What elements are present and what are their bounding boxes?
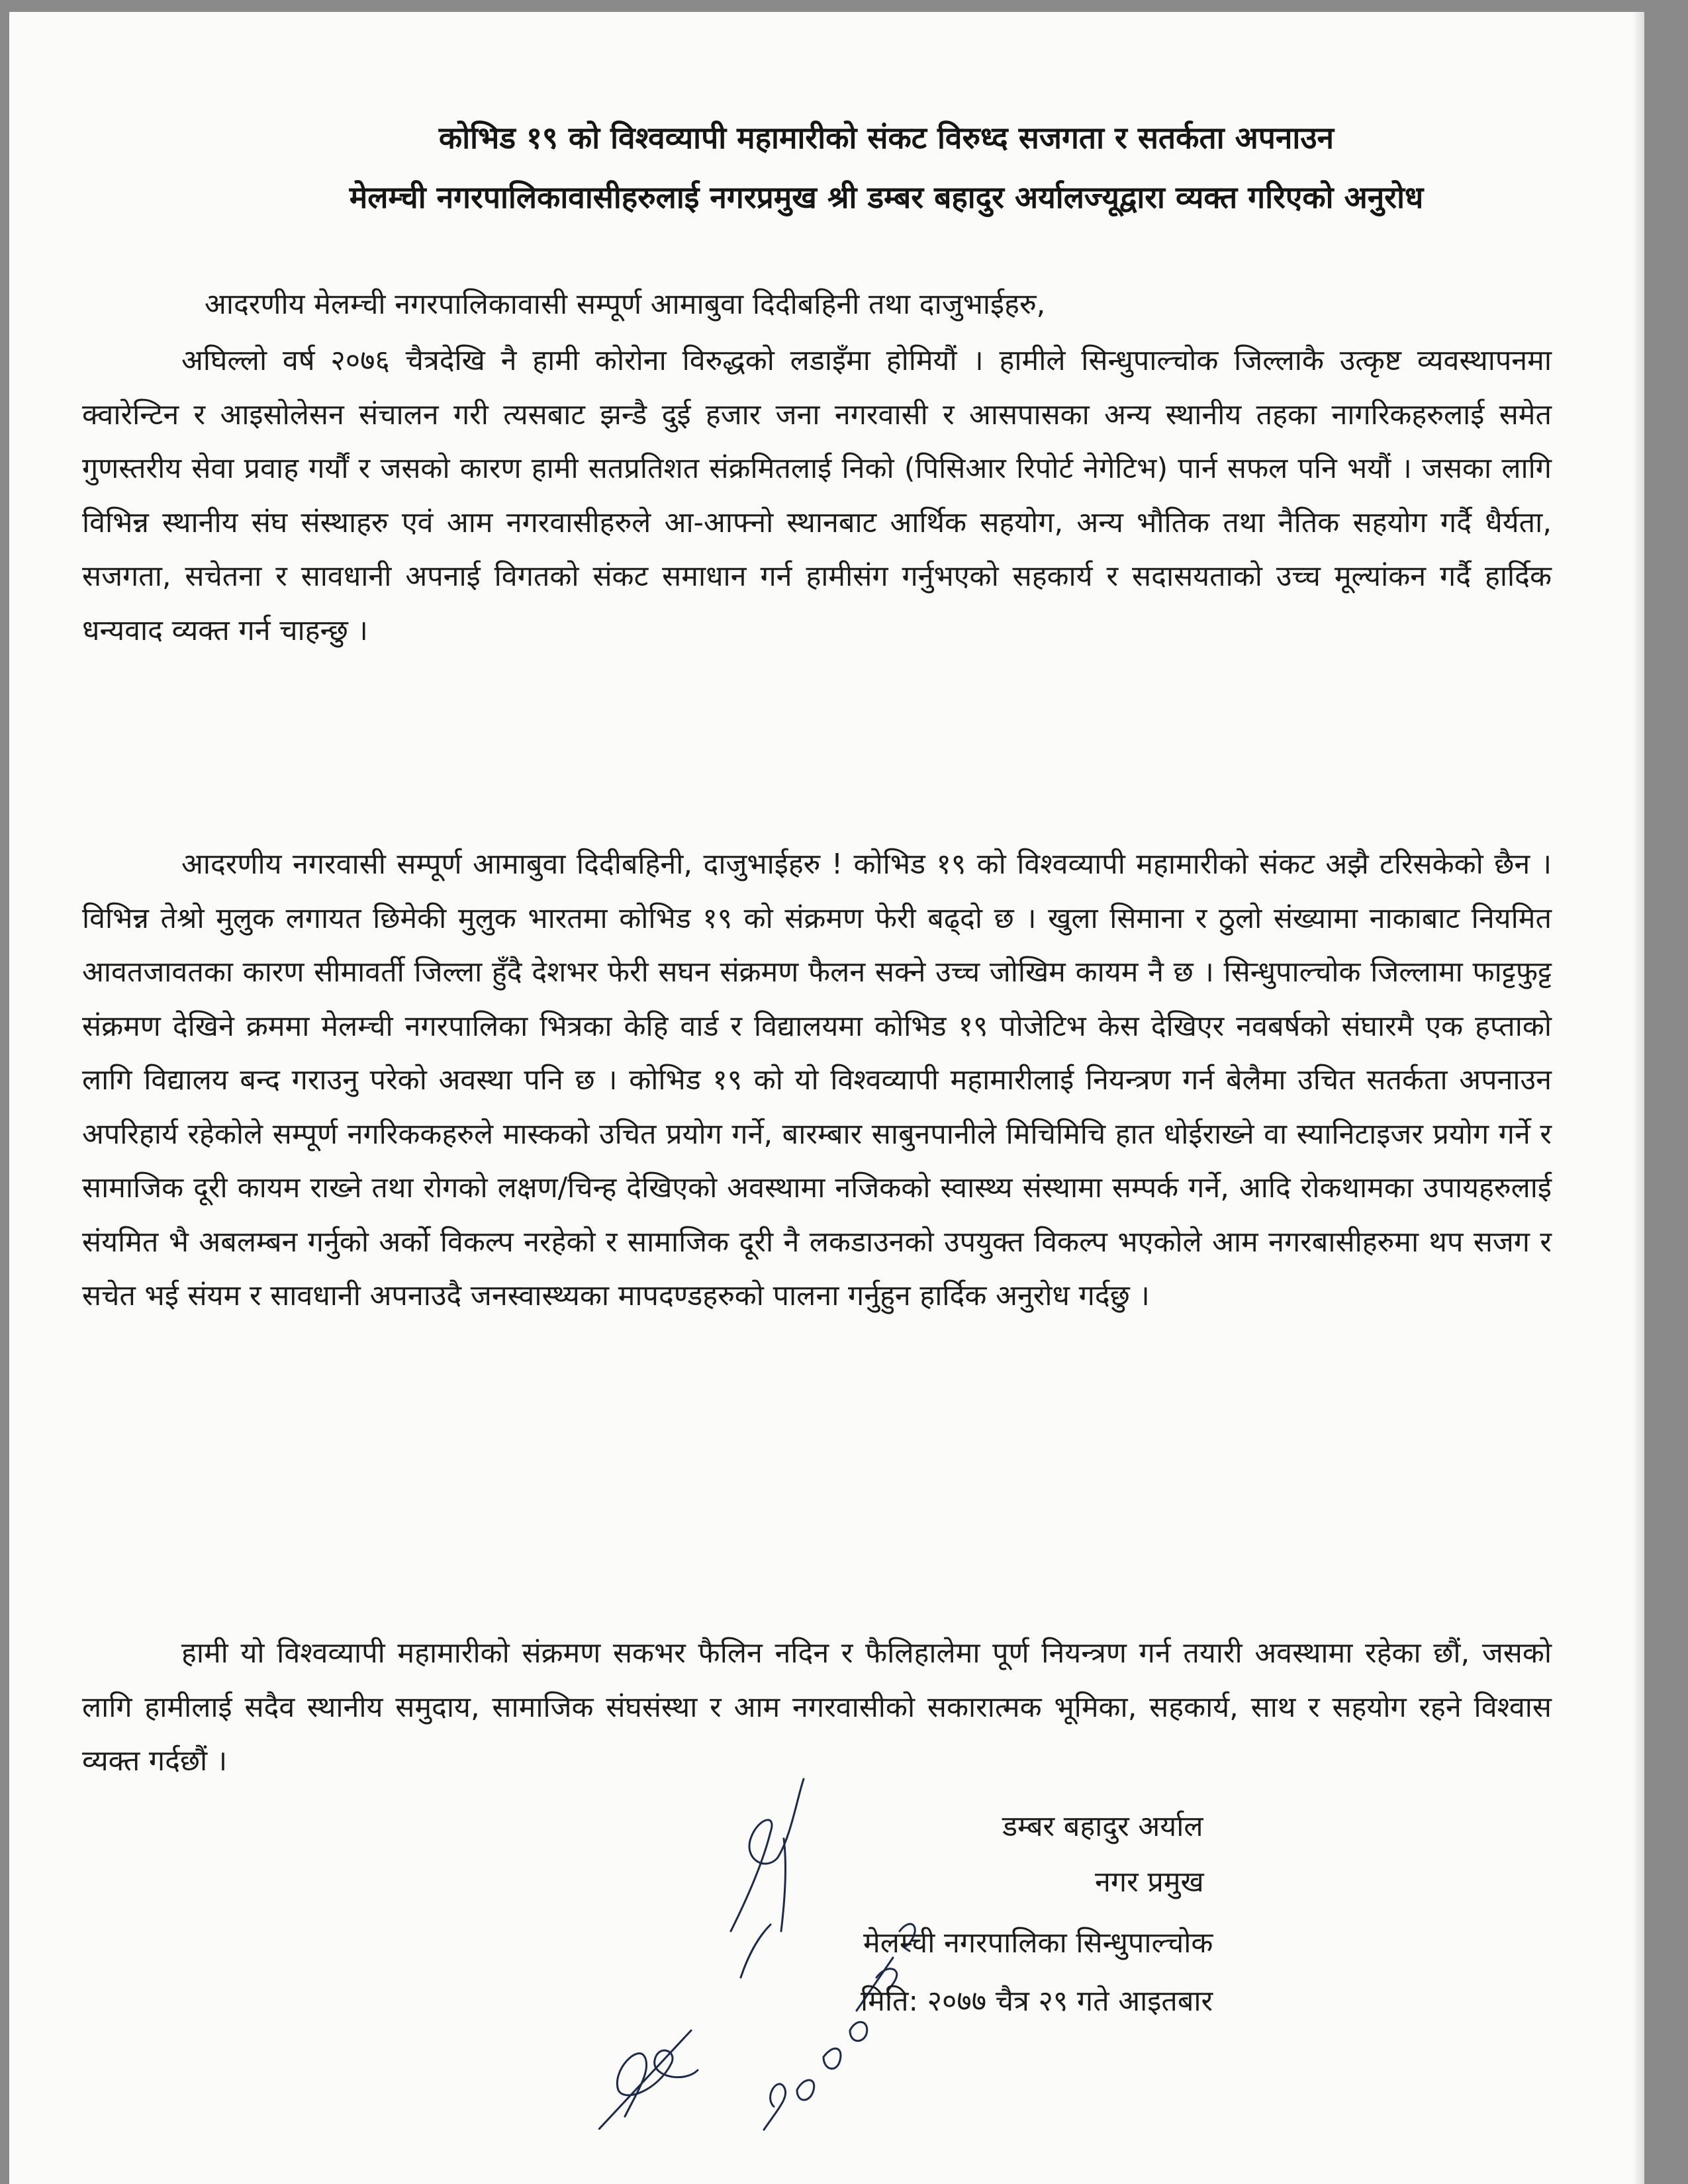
- salutation: आदरणीय मेलम्ची नगरपालिकावासी सम्पूर्ण आमाबुवा दिदीबहिनी तथा दाजुभाईहरु,: [205, 288, 1046, 321]
- document-page: [9, 12, 1644, 2184]
- paragraph-1: अघिल्लो वर्ष २०७६ चैत्रदेखि नै हामी कोरोना विरुद्धको लडाइँमा होमियौं । हामीले सिन्धुपाल्चोक जिल्लाकै उत्कृष्ट व्यवस्थापनमा क्वारेन्टिन र आइसोलेसन संचालन गरी त्यसबाट झन्डै दुई हजार जना नगरवासी र आसपासका अन्य स्थानीय तहका नागरिकहरुलाई समेत गुणस्तरीय सेवा प्रवाह गर्यौं र जसको कारण हामी सतप्रतिशत संक्रमितलाई निको (पिसिआर रिपोर्ट नेगेटिभ) पार्न सफल पनि भयौं । जसका लागि विभिन्न स्थानीय संघ संस्थाहरु एवं आम नगरवासीहरुले आ-आफ्नो स्थानबाट आर्थिक सहयोग, अन्य भौतिक तथा नैतिक सहयोग गर्दै धैर्यता, सजगता, सचेतना र सावधानी अपनाई विगतको संकट समाधान गर्न हामीसंग गर्नुभएको सहकार्य र सदासयताको उच्च मूल्यांकन गर्दै हार्दिक धन्यवाद व्यक्त गर्न चाहन्छु ।: [82, 344, 1552, 647]
- document-title-line-1: कोभिड १९ को विश्वव्यापी महामारीको संकट विरुध्द सजगता र सतर्कता अपनाउन: [438, 120, 1335, 156]
- document-title-line-2: मेलम्ची नगरपालिकावासीहरुलाई नगरप्रमुख श्री डम्बर बहादुर अर्यालज्यूद्वारा व्यक्त गरिएको अनुरोध: [349, 179, 1424, 215]
- document-date: मिति: २०७७ चैत्र २९ गते आइतबार: [861, 1985, 1213, 2018]
- signatory-office: मेलम्ची नगरपालिका सिन्धुपाल्चोक: [863, 1927, 1213, 1960]
- signatory-name: डम्बर बहादुर अर्याल: [1002, 1810, 1203, 1843]
- paragraph-3: हामी यो विश्वव्यापी महामारीको संक्रमण सकभर फैलिन नदिन र फैलिहालेमा पूर्ण नियन्त्रण गर्न तयारी अवस्थामा रहेका छौं, जसको लागि हामीलाई सदैव स्थानीय समुदाय, सामाजिक संघसंस्था र आम नगरवासीको सकारात्मक भूमिका, सहकार्य, साथ र सहयोग रहने विश्वास व्यक्त गर्दछौं ।: [82, 1637, 1552, 1778]
- signatory-designation: नगर प्रमुख: [1095, 1866, 1204, 1899]
- paragraph-2: आदरणीय नगरवासी सम्पूर्ण आमाबुवा दिदीबहिनी, दाजुभाईहरु ! कोभिड १९ को विश्वव्यापी महामारीको संकट अझै टरिसकेको छैन । विभिन्न तेश्रो मुलुक लगायत छिमेकी मुलुक भारतमा कोभिड १९ को संक्रमण फेरी बढ्दो छ । खुला सिमाना र ठुलो संख्यामा नाकाबाट नियमित आवतजावतका कारण सीमावर्ती जिल्ला हुँदै देशभर फेरी सघन संक्रमण फैलन सक्ने उच्च जोखिम कायम नै छ । सिन्धुपाल्चोक जिल्लामा फाट्टफुट्ट संक्रमण देखिने क्रममा मेलम्ची नगरपालिका भित्रका केहि वार्ड र विद्यालयमा कोभिड १९ पोजेटिभ केस देखिएर नवबर्षको संघारमै एक हप्ताको लागि विद्यालय बन्द गराउनु परेको अवस्था पनि छ । कोभिड १९ को यो विश्वव्यापी महामारीलाई नियन्त्रण गर्न बेलैमा उचित सतर्कता अपनाउन अपरिहार्य रहेकोले सम्पूर्ण नगरिककहरुले मास्कको उचित प्रयोग गर्ने, बारम्बार साबुनपानीले मिचिमिचि हात धोईराख्ने वा स्यानिटाइजर प्रयोग गर्ने र सामाजिक दूरी कायम राख्ने तथा रोगको लक्षण/चिन्ह देखिएको अवस्थामा नजिकको स्वास्थ्य संस्थामा सम्पर्क गर्ने, आदि रोकथामका उपायहरुलाई संयमित भै अबलम्बन गर्नुको अर्को विकल्प नरहेको र सामाजिक दूरी नै लकडाउनको उपयुक्त विकल्प भएकोले आम नगरबासीहरुमा थप सजग र सचेत भई संयम र सावधानी अपनाउदै जनस्वास्थ्यका मापदण्डहरुको पालना गर्नुहुन हार्दिक अनुरोध गर्दछु ।: [82, 848, 1552, 1312]
